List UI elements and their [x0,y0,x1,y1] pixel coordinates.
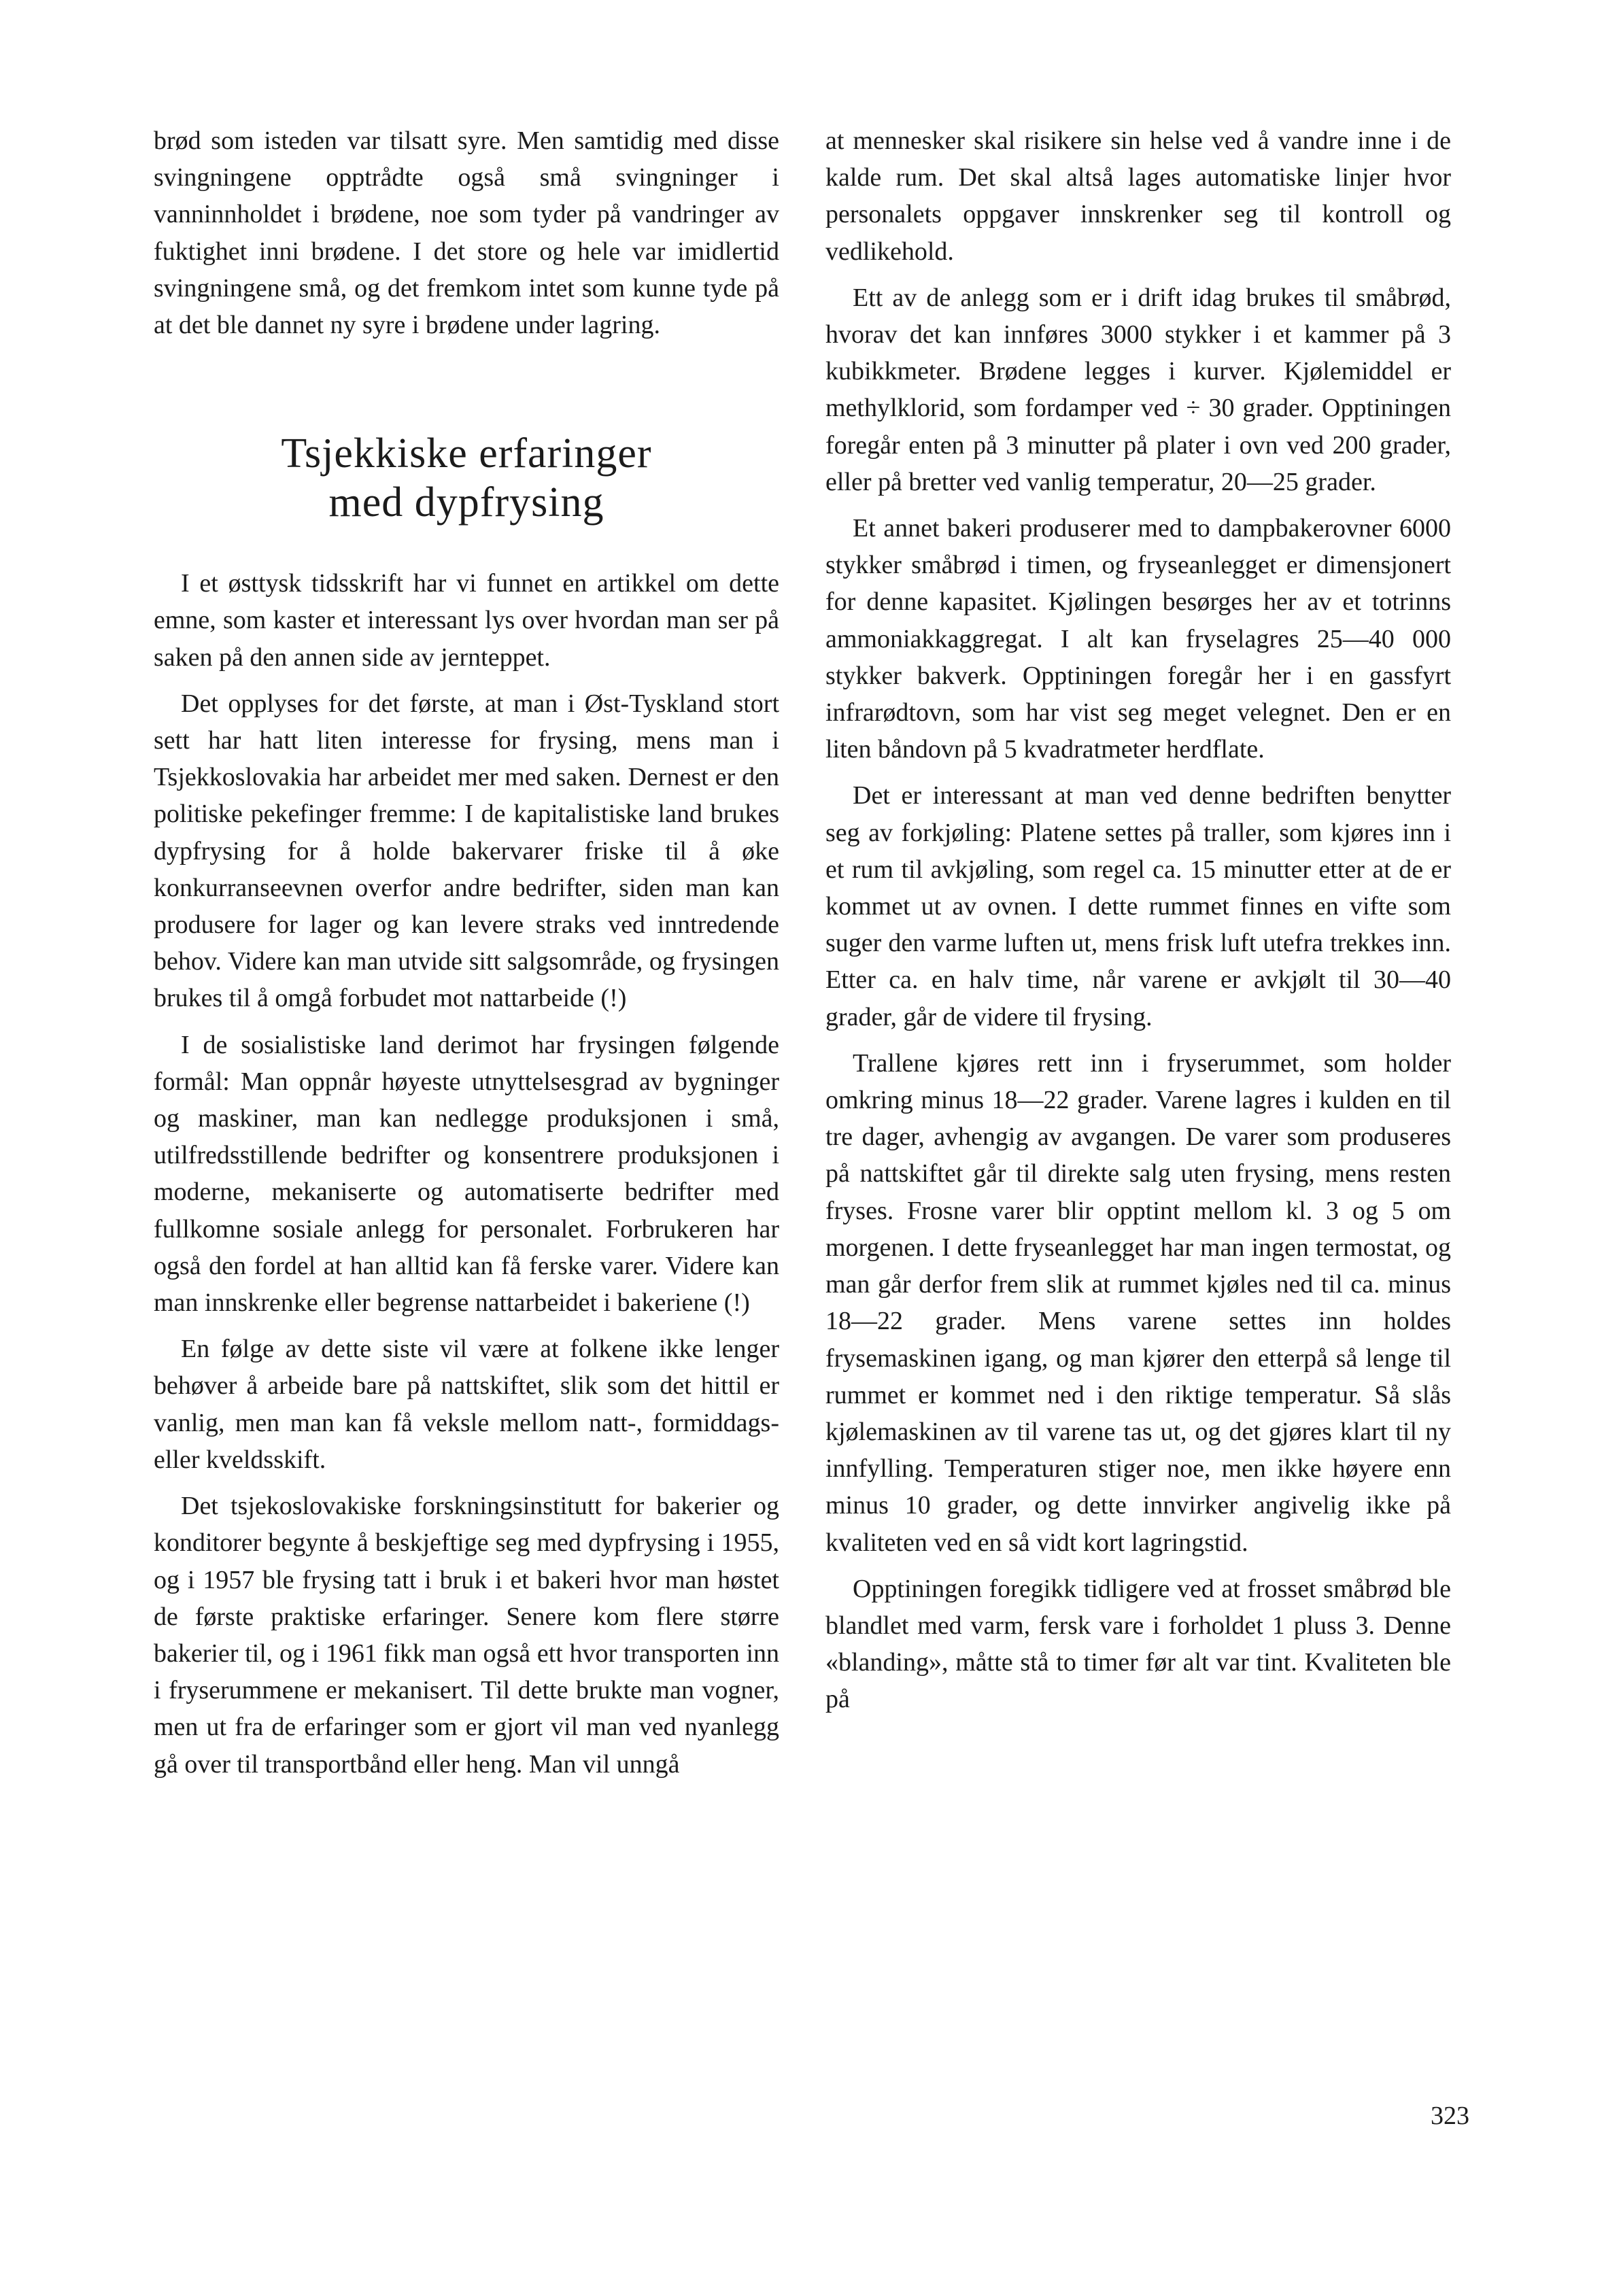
heading-line-1: Tsjekkiske erfaringer [281,430,652,477]
right-column [825,122,1451,1718]
paragraph: at mennesker skal risikere sin helse ved å vandre inne i de kalde rum. Det skal altså lages automatiske linjer hvor personalets oppgaver innskrenker seg til kontroll og vedlikehold. [825,126,1451,266]
paragraph: Det tsjekoslovakiske forskningsinstitutt for bakerier og konditorer begynte å beskjeftige seg med dypfrysing i 1955, og i 1957 ble frysing tatt i bruk i et bakeri hvor man høstet de første praktiske erfaringer. Senere kom flere større bakerier til, og i 1961 fikk man også ett hvor transporten inn i fryserummene er mekanisert. Til dette brukte man vogner, men ut fra de erfaringer som er gjort vil man ved nyanlegg gå over til transportbånd eller heng. Man vil unngå [154,1492,779,1779]
intro-paragraph: brød som isteden var tilsatt syre. Men samtidig med disse svingningene opptrådte også små svingninger i vanninnholdet i brødene, noe som tyder på vandringer av fuktighet inni brødene. I det store og hele var imidlertid svingningene små, og det fremkom intet som kunne tyde på at det ble dannet ny syre i brødene under lagring. [154,126,779,340]
paragraph: Ett av de anlegg som er i drift idag brukes til småbrød, hvorav det kan innføres 3000 stykker i et kammer på 3 kubikkmeter. Brødene legges i kurver. Kjølemiddel er methylklorid, som fordamper ved ÷ 30 grader. Opptiningen foregår enten på 3 minutter på plater i ovn ved 200 grader, eller på bretter ved vanlig temperatur, 20—25 grader. [825,283,1451,496]
heading-line-2: med dypfrysing [328,479,604,526]
paragraph: En følge av dette siste vil være at folkene ikke lenger behøver å arbeide bare på nattskiftet, slik som det hittil er vanlig, men man kan få veksle mellom natt-, formiddags- eller kveldsskift. [154,1335,779,1474]
left-column [154,122,779,1783]
paragraph: Opptiningen foregikk tidligere ved at frosset småbrød ble blandlet med varm, fersk vare i forholdet 1 pluss 3. Denne «blanding», måtte stå to timer før alt var tint. Kvaliteten ble på [825,1574,1451,1714]
paragraph: Det opplyses for det første, at man i Øst-Tyskland stort sett har hatt liten interesse for frysing, mens man i Tsjekkoslovakia har arbeidet mer med saken. Dernest er den politiske pekefinger fremme: I de kapitalistiske land brukes dypfrysing for å holde bakervarer friske til å øke konkurranseevnen overfor andre bedrifter, siden man kan produsere for lager og kan levere straks ved inntredende behov. Videre kan man utvide sitt salgsområde, og frysingen brukes til å omgå forbudet mot nattarbeide (!) [154,689,779,1013]
paragraph: I et østtysk tidsskrift har vi funnet en artikkel om dette emne, som kaster et interessant lys over hvordan man ser på saken på den annen side av jernteppet. [154,569,779,672]
article-heading [154,429,779,527]
paragraph: Trallene kjøres rett inn i fryserummet, som holder omkring minus 18—22 grader. Varene lagres i kulden en til tre dager, avhengig av avgangen. De varer som produseres på nattskiftet går til direkte salg uten frysing, mens resten fryses. Frosne varer blir opptint mellom kl. 3 og 5 om morgenen. I dette fryseanlegget har man ingen termostat, og man går derfor frem slik at rummet kjøles ned til ca. minus 18—22 grader. Mens varene settes inn holdes frysemaskinen igang, og man kjører den etterpå så lenge til rummet er kommet ned i den riktige temperatur. Så slås kjølemaskinen av til varene tas ut, og det gjøres klart til ny innfylling. Temperaturen stiger noe, men ikke høyere enn minus 10 grader, og dette innvirker angivelig ikke på kvaliteten ved en så vidt kort lagringstid. [825,1048,1451,1557]
page-number: 323 [1431,2102,1469,2130]
paragraph: I de sosialistiske land derimot har frysingen følgende formål: Man oppnår høyeste utnyttelsesgrad av bygninger og maskiner, man kan nedlegge produksjonen i små, utilfredsstillende bedrifter og konsentrere produksjonen i moderne, mekaniserte og automatiserte bedrifter med fullkomne sosiale anlegg for personalet. Forbrukeren har også den fordel at han alltid kan få ferske varer. Videre kan man innskrenke eller begrense nattarbeidet i bakeriene (!) [154,1030,779,1318]
paragraph: Det er interessant at man ved denne bedriften benytter seg av forkjøling: Platene settes på traller, som kjøres inn i et rum til avkjøling, som regel ca. 15 minutter etter at de er kommet ut av ovnen. I dette rummet finnes en vifte som suger den varme luften ut, mens frisk luft utefra trekkes inn. Etter ca. en halv time, når varene er avkjølt til 30—40 grader, går de videre til frysing. [825,781,1451,1031]
paragraph: Et annet bakeri produserer med to dampbakerovner 6000 stykker småbrød i timen, og fryseanlegget er dimensjonert for denne kapasitet. Kjølingen besørges her av et totrinns ammoniakkaggregat. I alt kan fryselagres 25—40 000 stykker bakverk. Opptiningen foregår her i en gassfyrt infrarødtovn, som har vist seg meget velegnet. Den er en liten båndovn på 5 kvadratmeter herdflate. [825,514,1451,764]
